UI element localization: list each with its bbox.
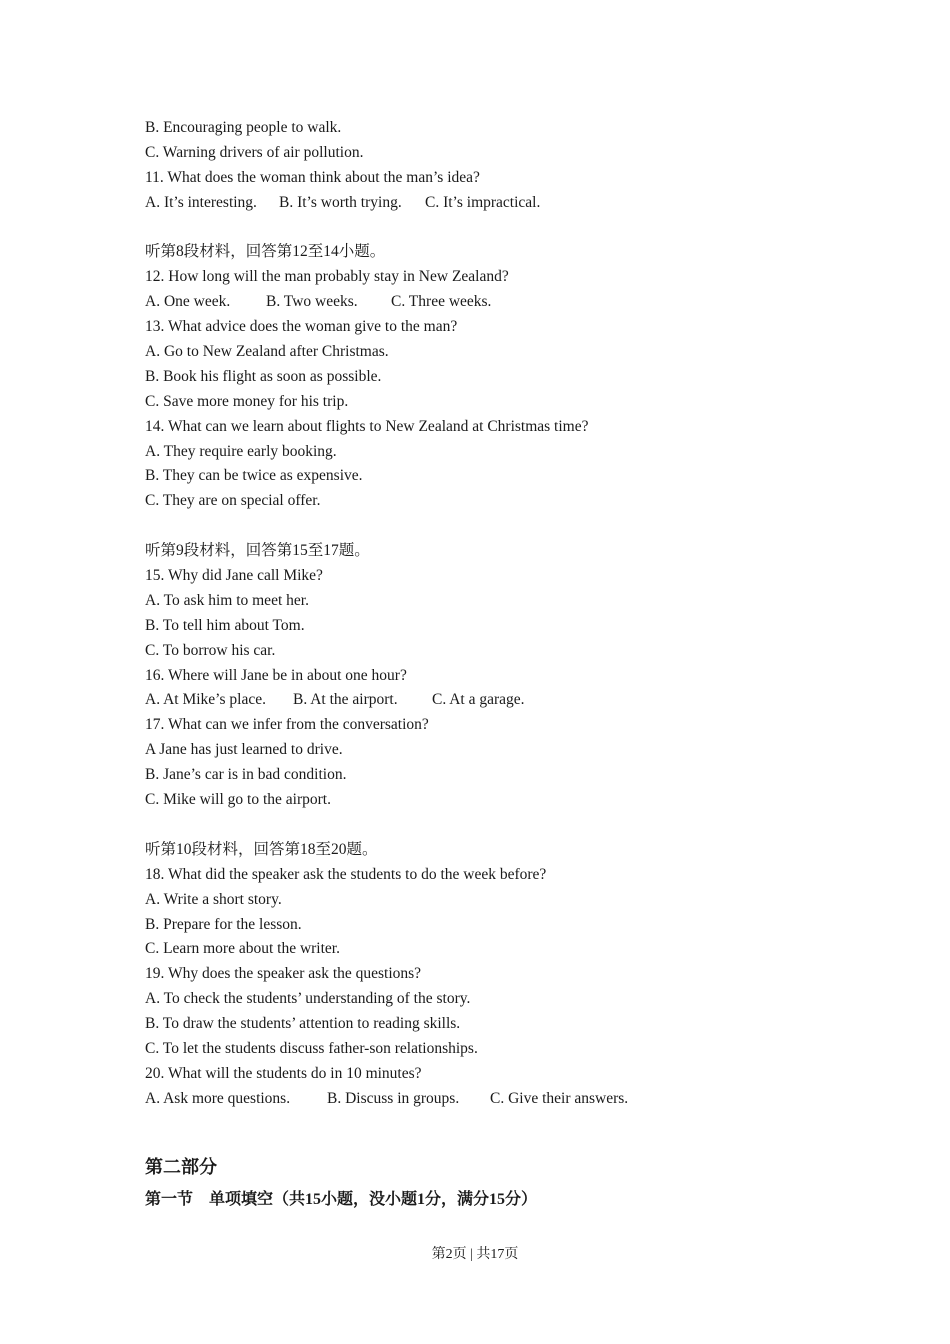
option-b: B. To draw the students’ attention to reading skills.	[145, 1015, 461, 1033]
option-b: B. Jane’s car is in bad condition.	[145, 766, 347, 784]
question-19: 19. Why does the speaker ask the questions?	[145, 965, 422, 983]
option-b: B. Discuss in groups.	[327, 1089, 460, 1107]
option-b: B. They can be twice as expensive.	[145, 467, 363, 485]
question-17: 17. What can we infer from the conversation?	[145, 716, 429, 734]
option-c: C. Mike will go to the airport.	[145, 791, 331, 809]
option-b: B. At the airport.	[293, 691, 398, 709]
option-c: C. To let the students discuss father-son relationships.	[145, 1039, 478, 1057]
text-line: C. Warning drivers of air pollution.	[145, 143, 364, 161]
option-c: C. It’s impractical.	[425, 193, 541, 211]
option-c: C. They are on special offer.	[145, 492, 321, 510]
option-a: A. Write a short story.	[145, 890, 282, 908]
option-c: C. Save more money for his trip.	[145, 392, 349, 410]
question-13: 13. What advice does the woman give to the man?	[145, 318, 458, 336]
question-16-options	[145, 688, 845, 713]
option-a: A. Go to New Zealand after Christmas.	[145, 343, 389, 361]
question-14: 14. What can we learn about flights to New Zealand at Christmas time?	[145, 417, 589, 435]
question-20-options	[145, 1087, 845, 1112]
question-15: 15. Why did Jane call Mike?	[145, 567, 323, 585]
question-12: 12. How long will the man probably stay in New Zealand?	[145, 268, 509, 286]
option-a: A Jane has just learned to drive.	[145, 741, 343, 759]
option-a: A. At Mike’s place.	[145, 691, 266, 709]
option-c: C. Three weeks.	[391, 293, 492, 311]
question-20: 20. What will the students do in 10 minutes?	[145, 1064, 422, 1082]
option-b: B. It’s worth trying.	[279, 193, 402, 211]
part-two-title: 第二部分	[145, 1157, 217, 1177]
option-a: A. One week.	[145, 293, 231, 311]
option-b: B. Two weeks.	[266, 293, 358, 311]
section-heading-8: 听第8段材料，回答第12至14小题。	[145, 243, 386, 261]
section-heading-10: 听第10段材料，回答第18至20题。	[145, 840, 378, 858]
option-c: C. Give their answers.	[490, 1089, 629, 1107]
option-a: A. They require early booking.	[145, 442, 337, 460]
option-a: A. It’s interesting.	[145, 193, 257, 211]
option-a: A. To ask him to meet her.	[145, 591, 309, 609]
question-16: 16. Where will Jane be in about one hour?	[145, 666, 407, 684]
page-footer: 第2页 | 共17页	[431, 1247, 519, 1262]
option-c: C. At a garage.	[432, 691, 525, 709]
option-b: B. To tell him about Tom.	[145, 616, 305, 634]
option-c: C. Learn more about the writer.	[145, 940, 340, 958]
option-b: B. Prepare for the lesson.	[145, 915, 302, 933]
question-11-options	[145, 191, 845, 216]
option-a: A. Ask more questions.	[145, 1089, 291, 1107]
question-12-options	[145, 290, 845, 315]
question-11: 11. What does the woman think about the man’s idea?	[145, 168, 480, 186]
document-body	[145, 116, 845, 1112]
option-c: C. To borrow his car.	[145, 641, 276, 659]
option-b: B. Book his flight as soon as possible.	[145, 367, 382, 385]
section-one-title: 第一节 单项填空（共15小题，没小题1分，满分15分）	[145, 1191, 538, 1208]
question-18: 18. What did the speaker ask the students to do the week before?	[145, 865, 547, 883]
text-line: B. Encouraging people to walk.	[145, 119, 342, 136]
section-heading-9: 听第9段材料，回答第15至17题。	[145, 542, 370, 560]
option-a: A. To check the students’ understanding of the story.	[145, 990, 471, 1008]
